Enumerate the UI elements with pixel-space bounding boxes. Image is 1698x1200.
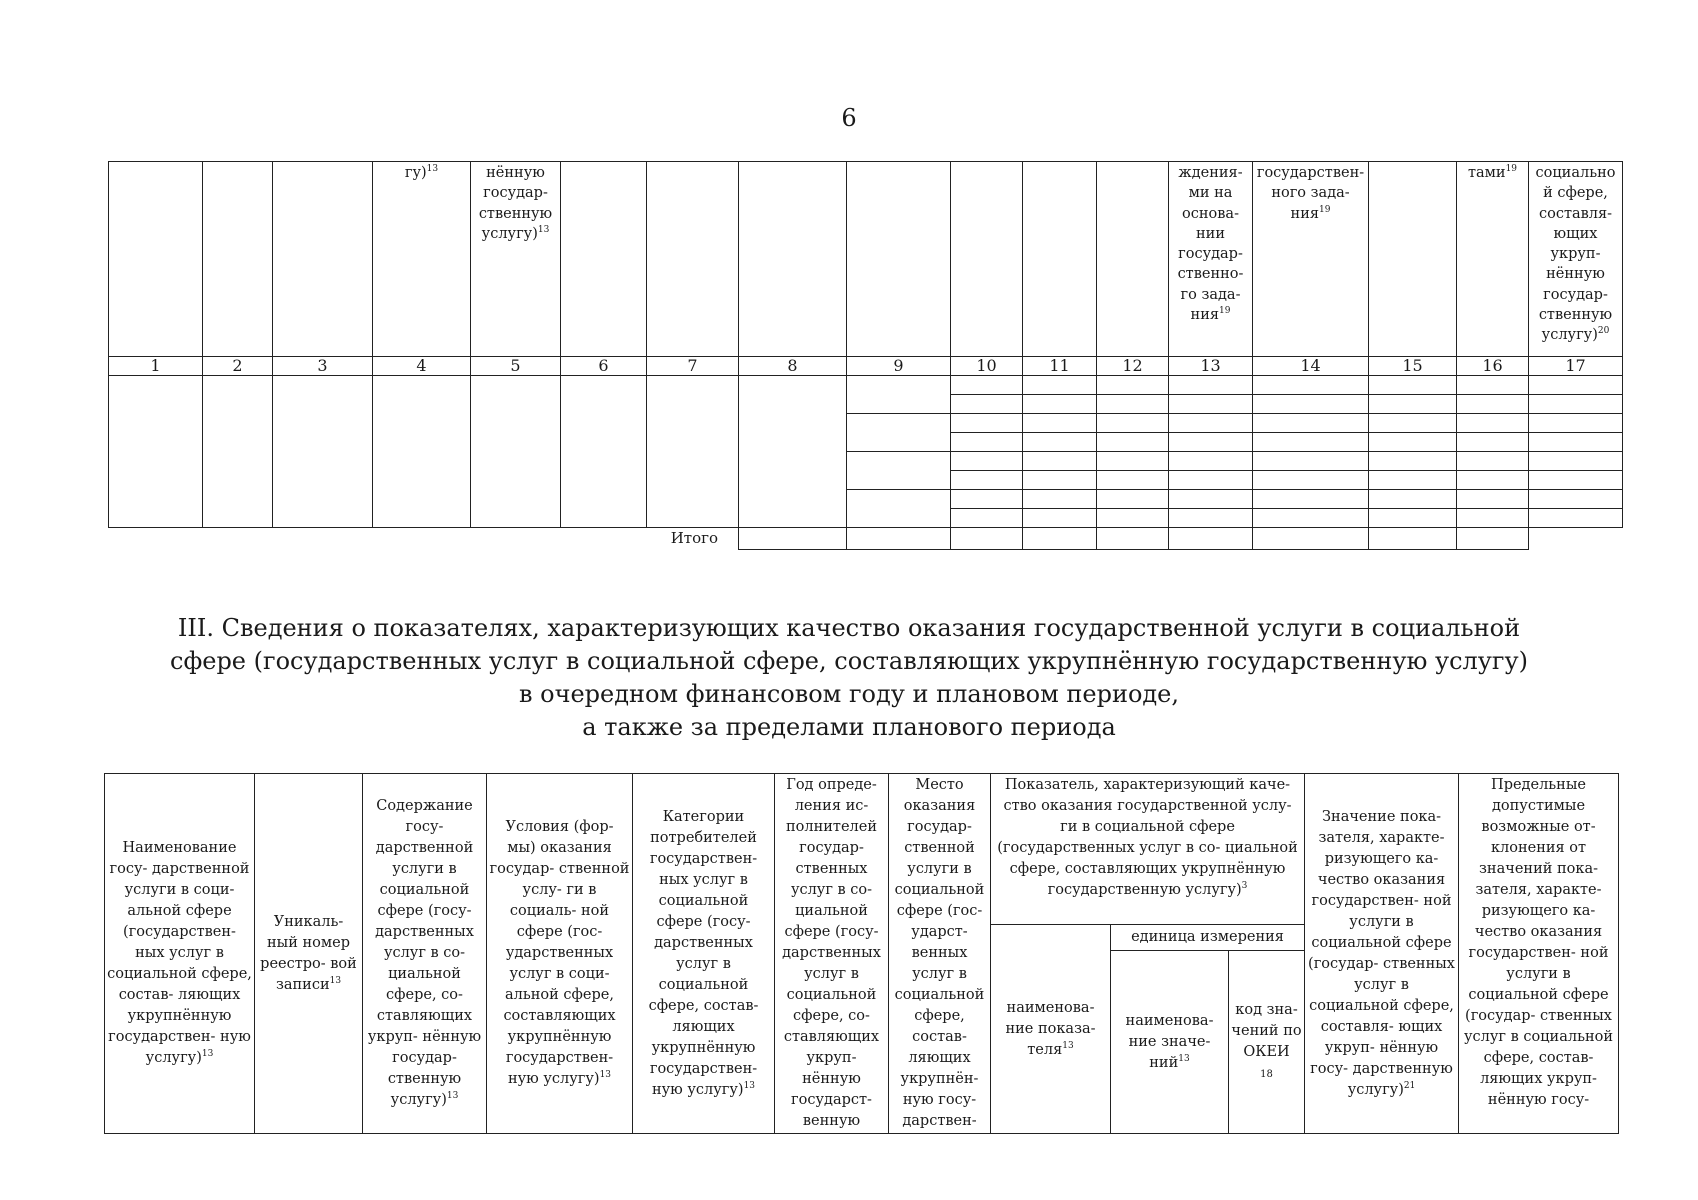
col-indicator: Показатель, характеризующий каче- ство оказания государственной услу- ги в социальной сфере (государственных услуг в со- циальной сфере, составляющих укрупнённую государственную услугу)$^3$ xyxy=(991,774,1305,925)
section-title-line: а также за пределами планового периода xyxy=(582,713,1116,741)
table-row xyxy=(109,376,1623,395)
col-allowed-deviation: Предельные допустимые возможные от- клонения от значений пока- зателя, характе- ризующего ка- чество оказания государствен- ной услуги в социальной сфере (государ- ственных услуг в социальной сфере, состав- ляющих укруп- нённую госу- xyxy=(1459,774,1619,1134)
column-number: 16 xyxy=(1457,357,1529,376)
column-number: 4 xyxy=(373,357,471,376)
column-number: 13 xyxy=(1169,357,1253,376)
header-cell-17: социальной сфере, составля- ющих укруп- нённую государ- ственную услугу)$^{20}$ xyxy=(1529,162,1623,357)
section-title xyxy=(0,612,1698,744)
col-service-content: Содержание госу- дарственной услуги в социальной сфере (госу- дарственных услуг в со- циальной сфере, со- ставляющих укруп- нённую государ- ственную услугу)$^{13}$ xyxy=(363,774,487,1134)
section-title-line: в очередном финансовом году и плановом периоде, xyxy=(518,680,1180,708)
header-cell-14: государствен- ного зада- ния$^{19}$ xyxy=(1253,162,1369,357)
section-title-line: III. Сведения о показателях, характеризующих качество оказания государственной услуги в социальной xyxy=(177,614,1521,642)
header-cell-4: гу)$^{13}$ xyxy=(373,162,471,357)
column-number: 5 xyxy=(471,357,561,376)
col-consumer-categories: Категории потребителей государствен- ных услуг в социальной сфере (госу- дарственных услуг в социальной сфере, состав- ляющих укрупнённую государствен- ную услугу)$^{13}$ xyxy=(633,774,775,1134)
total-row xyxy=(109,528,1623,550)
header-cell-5: нённую государ- ственную услугу)$^{13}$ xyxy=(471,162,561,357)
header-cell-16: тами$^{19}$ xyxy=(1457,162,1529,357)
col-service-name: Наименование госу- дарственной услуги в соци- альной сфере (государствен- ных услуг в социальной сфере, состав- ляющих укрупнённую государствен- ную услугу)$^{13}$ xyxy=(105,774,255,1134)
col-indicator-name: наименова- ние показа- теля$^{13}$ xyxy=(991,925,1111,1134)
column-number: 2 xyxy=(203,357,273,376)
col-service-place: Место оказания государ- ственной услуги в социальной сфере (гос- ударст- венных услуг в социальной сфере, состав- ляющих укрупнён- ную госу- дарствен- xyxy=(889,774,991,1134)
column-number: 3 xyxy=(273,357,373,376)
column-number-row xyxy=(109,357,1623,376)
column-number: 9 xyxy=(847,357,951,376)
col-okei-code: код зна- чений по ОКЕИ 18 xyxy=(1229,951,1305,1134)
upper-table xyxy=(108,161,1623,550)
column-number: 11 xyxy=(1023,357,1097,376)
column-number: 1 xyxy=(109,357,203,376)
column-number: 17 xyxy=(1529,357,1623,376)
col-unit: единица измерения xyxy=(1111,925,1305,951)
column-number: 7 xyxy=(647,357,739,376)
column-number: 15 xyxy=(1369,357,1457,376)
col-indicator-value: Значение пока- зателя, характе- ризующего ка- чество оказания государствен- ной услуги в социальной сфере (государ- ственных услуг в социальной сфере, составля- ющих укруп- нённую госу- дарственную услугу)$^{21}$ xyxy=(1305,774,1459,1134)
page-number: 6 xyxy=(841,104,857,132)
section-title-line: сфере (государственных услуг в социальной сфере, составляющих укрупнённую государственную услугу) xyxy=(170,647,1528,675)
col-service-conditions: Условия (фор- мы) оказания государ- ственной услу- ги в социаль- ной сфере (гос- ударственных услуг в соци- альной сфере, составляющих укрупнённую государствен- ную услугу)$^{13}$ xyxy=(487,774,633,1134)
column-number: 8 xyxy=(739,357,847,376)
col-registry-number: Уникаль- ный номер реестро- вой записи$^{13}$ xyxy=(255,774,363,1134)
header-cell-13: ждения- ми на основа- нии государ- ственно- го зада- ния$^{19}$ xyxy=(1169,162,1253,357)
col-executor-year: Год опреде- ления ис- полнителей государ- ственных услуг в со- циальной сфере (госу- дарственных услуг в социальной сфере, со- ставляющих укруп- нённую государст- венную xyxy=(775,774,889,1134)
upper-header-row xyxy=(109,162,1623,357)
column-number: 6 xyxy=(561,357,647,376)
total-label: Итого xyxy=(670,529,718,547)
quality-indicators-table xyxy=(104,773,1619,1134)
column-number: 10 xyxy=(951,357,1023,376)
column-number: 14 xyxy=(1253,357,1369,376)
column-number: 12 xyxy=(1097,357,1169,376)
col-unit-name: наименова- ние значе- ний$^{13}$ xyxy=(1111,951,1229,1134)
header-row-1 xyxy=(105,774,1619,925)
